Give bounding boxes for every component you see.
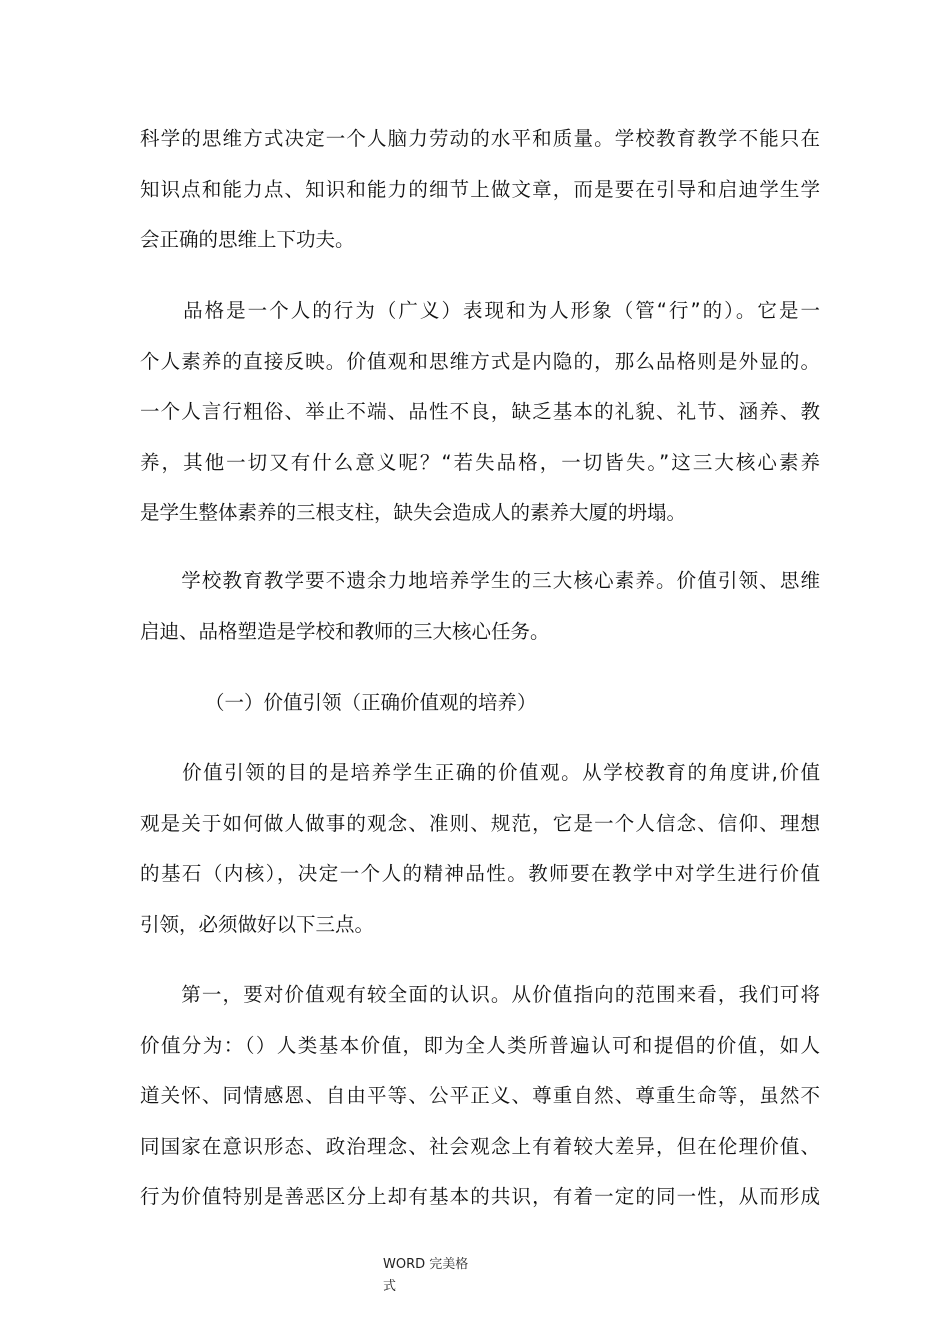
text-line: 会正确的思维上下功夫。	[140, 228, 355, 251]
text-line: 品格是一个人的行为（广义）表现和为人形象（管“行”的）。它是一	[140, 299, 820, 322]
text-line: 第一，要对价值观有较全面的认识。从价值指向的范围来看，我们可将	[140, 983, 820, 1006]
paragraph-4	[140, 748, 820, 950]
text-line: 个人素养的直接反映。价值观和思维方式是内隐的，那么品格则是外显的。	[140, 349, 820, 373]
footer-line: WORD 完美格	[383, 1257, 469, 1272]
text-line: 一个人言行粗俗、举止不端、品性不良，缺乏基本的礼貌、礼节、涵养、教	[140, 400, 820, 423]
text-line: 同国家在意识形态、政治理念、社会观念上有着较大差异，但在伦理价值、	[140, 1134, 820, 1158]
footer-line: 式	[383, 1279, 397, 1294]
text-line: 科学的思维方式决定一个人脑力劳动的水平和质量。学校教育教学不能只在	[140, 127, 820, 150]
text-line: 行为价值特别是善恶区分上却有基本的共识，有着一定的同一性，从而形成	[140, 1185, 820, 1208]
paragraph-2	[140, 286, 820, 539]
text-line: 引领，必须做好以下三点。	[140, 912, 375, 936]
text-line: 知识点和能力点、知识和能力的细节上做文章，而是要在引导和启迪学生学	[140, 177, 820, 201]
text-line: 是学生整体素养的三根支柱，缺失会造成人的素养大厦的坍塌。	[140, 501, 687, 524]
section-heading: （一）价值引领（正确价值观的培养）	[205, 691, 537, 714]
text-line: 启迪、品格塑造是学校和教师的三大核心任务。	[140, 619, 550, 643]
paragraph-5	[140, 970, 820, 1223]
page-footer	[383, 1254, 473, 1298]
paragraph-1	[140, 114, 820, 266]
text-line: 价值分为：（）人类基本价值，即为全人类所普遍认可和提倡的价值，如人	[140, 1033, 820, 1057]
text-line: 观是关于如何做人做事的观念、准则、规范，它是一个人信念、信仰、理想	[140, 811, 820, 835]
text-line: 的基石（内核），决定一个人的精神品性。教师要在教学中对学生进行价值	[140, 862, 820, 885]
text-line: 养，其他一切又有什么意义呢？“若失品格，一切皆失。”这三大核心素养	[140, 450, 820, 474]
text-line: 道关怀、同情感恩、自由平等、公平正义、尊重自然、尊重生命等，虽然不	[140, 1084, 820, 1107]
text-line: 学校教育教学要不遗余力地培养学生的三大核心素养。价值引领、思维	[140, 569, 820, 592]
paragraph-3	[140, 556, 820, 657]
text-line: 价值引领的目的是培养学生正确的价值观。从学校教育的角度讲,价值	[140, 761, 820, 784]
